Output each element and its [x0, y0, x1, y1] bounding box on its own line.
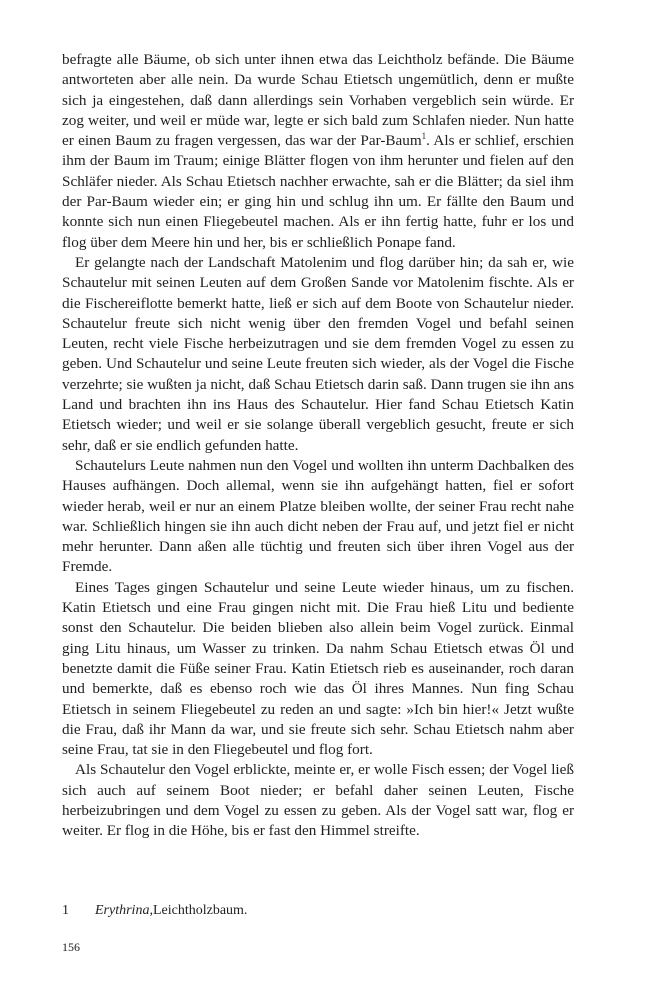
footnote-number: 1	[62, 903, 69, 918]
paragraph-3: Schautelurs Leute nahmen nun den Vogel und wollten ihn unterm Dachbalken des Hauses aufhängen. Doch allemal, wenn sie ihn aufgehängt hatten, fiel er sofort wieder herab, weil er nur an einem Platze bleiben wollte, der seiner Frau recht nahe war. Schließlich hingen sie ihn auch dicht neben der Frau auf, und jetzt fiel er nicht mehr herunter. Dann aßen alle tüchtig und freuten sich über ihren Vogel aus der Fremde.	[62, 456, 574, 576]
paragraph-1-text-b: . Als er schlief, erschien ihm der Baum im Traum; einige Blätter flogen von ihm herunter und fielen auf den Schläfer nieder. Als Schau Etietsch nachher erwachte, sah er die Blätter; da siel ihm der Par-Baum wieder ein; er ging hin und schlug ihn um. Er fällte den Baum und konnte sich nun einen Fliegebeutel machen. Als er ihn fertig hatte, fuhr er los und flog über dem Meere hin und her, bis er schließlich Ponape fand.	[62, 132, 575, 251]
footnote-term: Erythrina,	[95, 903, 153, 918]
paragraph-5: Als Schautelur den Vogel erblickte, meinte er, er wolle Fisch essen; der Vogel ließ sich auch auf seinem Boot nieder; er befahl daher seinen Leuten, Fische herbeizubringen und dem Vogel zu essen zu geben. Als der Vogel satt war, flog er weiter. Er flog in die Höhe, bis er fast den Himmel streifte.	[62, 761, 574, 840]
paragraph-4: Eines Tages gingen Schautelur und seine Leute wieder hinaus, um zu fischen. Katin Etietsch und eine Frau gingen nicht mit. Die Frau hieß Litu und bediente sonst den Schautelur. Die beiden blieben also allein beim Vogel zurück. Einmal ging Litu hinaus, um Wasser zu trinken. Da nahm Schau Etietsch etwas Öl und benetzte damit die Füße seiner Frau. Katin Etietsch rieb es auseinander, roch daran und bemerkte, daß es ebenso roch wie das Öl ihres Mannes. Nun fing Schau Etietsch in seinem Fliegebeutel zu reden an und sagte: »Ich bin hier!« Jetzt wußte die Frau, daß ihr Mann da war, und sie freute sich sehr. Schau Etietsch nahm aber seine Frau, tat sie in den Fliegebeutel und flog fort.	[62, 578, 574, 759]
page-number: 156	[62, 940, 80, 954]
paragraph-2: Er gelangte nach der Landschaft Matolenim und flog darüber hin; da sah er, wie Schautelur mit seinen Leuten auf dem Großen Sande vor Matolenim fischte. Als er die Fischereiflotte bemerkt hatte, ließ er sich auf dem Boote von Schautelur nieder. Schautelur freute sich nicht wenig über den fremden Vogel und befahl seinen Leuten, recht viele Fische herbeizutragen und sie dem fremden Vogel zu essen zu geben. Und Schautelur und seine Leute freuten sich wieder, als der Vogel die Fische verzehrte; sie wußten ja nicht, daß Schau Etietsch darin saß. Dann trugen sie ihn ans Land und brachten ihn ins Haus des Schautelur. Hier fand Schau Etietsch Katin Etietsch wieder; und weil er sie solange überall vergeblich gesucht, freute er sich sehr, daß er sie endlich gefunden hatte.	[62, 253, 574, 454]
page-body	[62, 50, 574, 842]
paragraph-1-text-a: befragte alle Bäume, ob sich unter ihnen etwa das Leichtholz befände. Die Bäume antworteten aber alle nein. Da wurde Schau Etietsch ungemütlich, denn er mußte sich ja eingestehen, daß dann allerdings sein Vorhaben vergeblich sein würde. Er zog weiter, und weil er müde war, legte er sich bald zum Schlafen nieder. Nun hatte er einen Baum zu fragen vergessen, das war der Par-Baum	[62, 51, 574, 150]
paragraph-1	[62, 50, 574, 253]
footnote-reference[interactable]: 1	[421, 131, 427, 142]
footnote	[62, 902, 574, 920]
footnote-content	[95, 902, 247, 920]
footnote-text: Leichtholzbaum.	[152, 903, 248, 918]
